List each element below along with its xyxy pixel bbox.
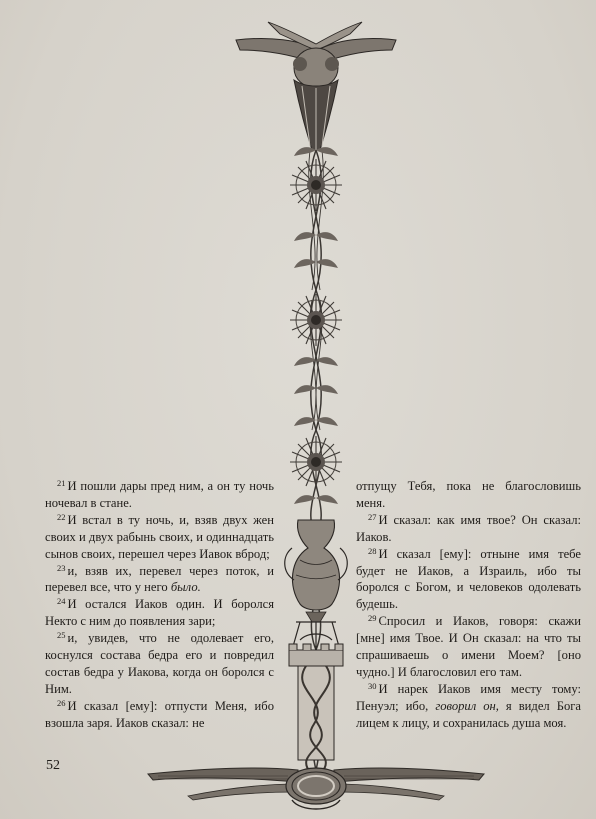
winged-base	[148, 768, 484, 809]
verse-text: Спросил и Иаков, говоря: скажи [мне] имя Твое. И Он сказал: на что ты спрашиваешь о имени Моем? [оно чудно.] И благословил его там.	[356, 614, 581, 679]
verse	[356, 512, 581, 546]
verse	[356, 546, 581, 614]
verse	[356, 681, 581, 732]
verse-number: 23	[57, 562, 66, 573]
verse	[45, 698, 274, 732]
verse-text: и, увидев, что не одолевает его, коснулся состава бедра его и повредил состав бедра у Иакова, когда он боролся с Ним.	[45, 631, 274, 696]
verse-number: 22	[57, 511, 66, 522]
verse	[45, 596, 274, 630]
verse-text: И остался Иаков один. И боролся Некто с ним до появления зари;	[45, 597, 274, 629]
text-column-right	[356, 478, 581, 732]
verse-number: 21	[57, 478, 66, 488]
verse	[45, 630, 274, 698]
verse	[356, 478, 581, 512]
verse-text-italic: было.	[170, 580, 201, 595]
verse-number: 28	[368, 545, 377, 556]
verse-number: 26	[57, 697, 66, 708]
verse-text: И сказал [ему]: отпусти Меня, ибо взошла заря. Иаков сказал: не	[45, 698, 274, 730]
verse	[45, 563, 274, 597]
page-number: 52	[46, 758, 60, 773]
verse-text: И сказал [ему]: отныне имя тебе будет не Иаков, а Израиль, ибо ты боролся с Богом, и человеков одолевать будешь.	[356, 546, 581, 612]
tripod-stand	[292, 622, 340, 650]
verse-number: 30	[368, 680, 377, 691]
battlement-block	[289, 644, 343, 760]
verse-number: 25	[57, 630, 66, 641]
verse-text: И пошли дары пред ним, а он ту ночь ночевал в стане.	[45, 479, 274, 510]
verse-text: и, взяв их, перевел через поток, и перевел все, что у него	[45, 563, 274, 595]
verse	[45, 478, 274, 512]
verse-text: я видел Бога лицем к лицу, и сохранилась душа моя.	[356, 698, 582, 730]
verse-number: 24	[57, 596, 66, 607]
verse	[45, 512, 274, 563]
capital-harpy	[236, 22, 396, 150]
verse-text: отпущу Тебя, пока не благословишь меня.	[356, 479, 581, 510]
verse-text-italic: говорил он,	[435, 698, 499, 713]
verse-text: И сказал: как имя твое? Он сказал: Иаков.	[356, 512, 581, 544]
text-column-left	[45, 478, 274, 732]
verse-text: И встал в ту ночь, и, взяв двух жен своих и двух рабынь своих, и одиннадцать сынов своих, перешел через Иавок вброд;	[45, 512, 274, 561]
verse-number: 29	[368, 613, 377, 624]
verse	[356, 613, 581, 681]
verse-text: И нарек Иаков имя месту тому: Пенуэл; ибо,	[356, 681, 581, 713]
verse-number: 27	[368, 511, 377, 522]
urn	[285, 520, 348, 622]
